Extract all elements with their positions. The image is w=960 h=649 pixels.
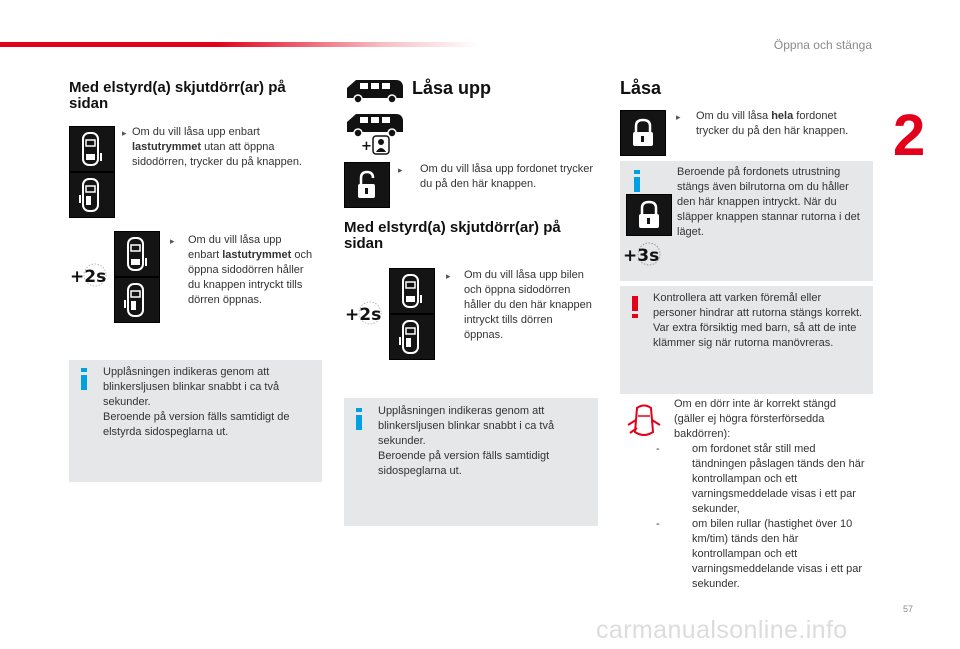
door-warning-text: Om en dörr inte är korrekt stängd (gäller ej högra försterförsedda bakdörren): - om fordonet står still med tändningen påslagen tänds den här kontrollampan och ett varningsmeddelade visas i ett par sekunder, - om bilen rullar (hastighet över 10 km/tim) tänds den här kontrollampan och ett varningsmeddelande visas i ett par sekunder. <box>674 397 869 592</box>
info-text: Beroende på fordonets utrustning stängs även bilrutorna om du håller den här knappen intryckt. När du släpper knappen stannar rutorna i det läget. <box>677 166 860 238</box>
section-title: Öppna och stänga <box>773 38 872 52</box>
padlock-closed-icon <box>626 194 672 236</box>
car-unlock-side-icon <box>69 172 115 218</box>
svg-text:+3s: +3s <box>623 246 660 266</box>
page-number: 57 <box>903 604 914 614</box>
info-text: Beroende på version fälls samtidigt sidospeglarna ut. <box>378 450 550 477</box>
list-item: - om fordonet står still med tändningen påslagen tänds den här kontrollampan och ett varningsmeddelade visas i ett par sekunder, <box>656 443 865 515</box>
warning-icon <box>630 296 640 318</box>
hold-2s-icon <box>69 262 113 288</box>
info-text: Beroende på version fälls samtidigt de elstyrda sidospeglarna ut. <box>103 411 290 438</box>
bullet-icon: ▸ <box>446 271 451 281</box>
door-warning-list <box>656 442 869 592</box>
hold-3s-icon <box>622 241 668 267</box>
hold-2s-icon <box>344 300 388 326</box>
door-open-warning-icon <box>626 402 662 442</box>
car-unlock-rear-icon <box>69 126 115 172</box>
svg-text:+2s: +2s <box>70 267 107 287</box>
col3-item1: Om du vill låsa hela fordonet trycker du på den här knappen. <box>696 110 849 137</box>
car-unlock-side-icon <box>389 314 435 360</box>
warning-box <box>620 286 873 394</box>
bullet-icon: ▸ <box>122 128 127 138</box>
van-silhouette-icon <box>344 76 406 104</box>
svg-text:+2s: +2s <box>345 305 382 325</box>
info-box <box>344 398 598 526</box>
van-child-lock-icon <box>344 110 410 156</box>
info-text: Upplåsningen indikeras genom att blinkersljusen blinkar snabbt i ca två sekunder. <box>378 405 555 447</box>
col3-title: Låsa <box>620 78 662 98</box>
info-box <box>620 161 873 281</box>
header-red-bar <box>0 42 480 47</box>
padlock-open-icon <box>344 162 390 208</box>
bullet-icon: ▸ <box>676 112 681 122</box>
col2-item2: Om du vill låsa upp bilen och öppna sidodörren håller du den här knappen intryckt tills dörren öppnas. <box>464 269 592 341</box>
bullet-icon: ▸ <box>398 165 403 175</box>
info-box <box>69 360 322 482</box>
col2-subtitle: Med elstyrd(a) skjutdörr(ar) på sidan <box>344 219 561 252</box>
warning-text: Kontrollera att varken föremål eller personer hindrar att rutorna stängs korrekt. <box>653 292 863 319</box>
list-item: - om bilen rullar (hastighet över 10 km/tim) tänds den här kontrollampan och ett varningsmeddelande visas i ett par sekunder. <box>656 518 862 590</box>
car-unlock-side-icon <box>114 277 160 323</box>
col1-item2: Om du vill låsa upp enbart lastutrymmet och öppna sidodörren håller du knappen intryckt tills dörren öppnas. <box>188 234 313 306</box>
padlock-closed-icon <box>620 110 666 156</box>
bullet-icon: ▸ <box>170 236 175 246</box>
warning-text: Var extra försiktig med barn, så att de inte klämmer sig när rutorna manövreras. <box>653 322 857 349</box>
chapter-number: 2 <box>893 103 926 168</box>
col2-item1: Om du vill låsa upp fordonet trycker du på den här knappen. <box>420 163 594 190</box>
info-icon <box>354 408 364 430</box>
info-text: Upplåsningen indikeras genom att blinkersljusen blinkar snabbt i ca två sekunder. <box>103 366 280 408</box>
watermark: carmanualsonline.info <box>596 616 848 644</box>
info-icon <box>79 368 89 390</box>
svg-text:+: + <box>361 139 372 154</box>
info-icon <box>632 170 642 192</box>
col1-item1: Om du vill låsa upp enbart lastutrymmet utan att öppna sidodörren, trycker du på knappen. <box>132 126 302 168</box>
car-unlock-rear-icon <box>389 268 435 314</box>
col1-title: Med elstyrd(a) skjutdörr(ar) på sidan <box>69 79 286 112</box>
col2-title: Låsa upp <box>412 78 492 98</box>
car-unlock-rear-icon <box>114 231 160 277</box>
